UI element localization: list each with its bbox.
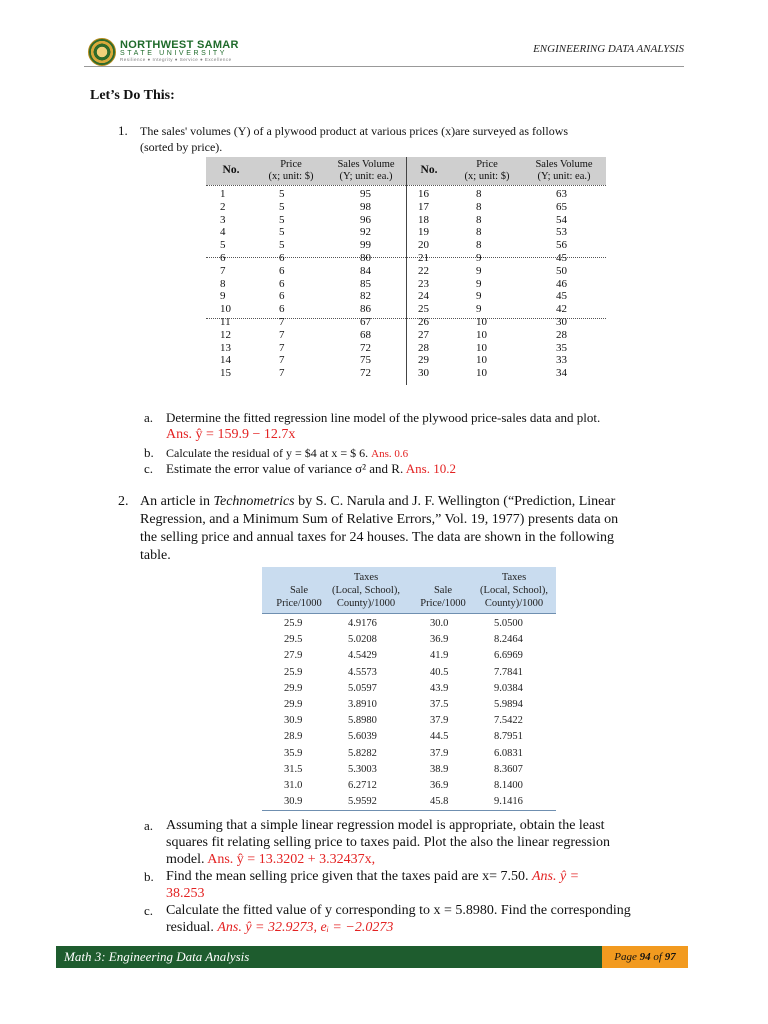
problem-1a-label: a. xyxy=(144,410,154,425)
col-header-price-unit: (x; unit: $) xyxy=(268,171,314,182)
table-cell: 14 xyxy=(220,354,231,367)
table-cell: 17 xyxy=(418,200,429,213)
table-cell: 30 xyxy=(418,367,429,380)
col-header-taxes-sub: (Local, School), xyxy=(332,585,400,596)
table-center-divider xyxy=(406,157,407,385)
table-cell: 21 xyxy=(418,252,429,264)
table-cell: 28.9 xyxy=(284,731,303,743)
table-cell: 10 xyxy=(476,316,487,328)
col-header-sale-unit-2: Price/1000 xyxy=(420,598,466,609)
problem-2c-line2-pre: residual. xyxy=(166,920,214,935)
table-cell: 43.9 xyxy=(430,682,449,694)
table-cell: 10 xyxy=(220,303,231,316)
header-divider xyxy=(84,66,684,67)
table-cell: 6 xyxy=(279,290,285,303)
problem-1b-answer: Ans. 0.6 xyxy=(371,448,409,460)
problem-2b-text: Find the mean selling price given that the taxes paid are x= 7.50. xyxy=(166,869,529,884)
table-cell: 7.7841 xyxy=(494,666,523,678)
table-cell: 8 xyxy=(476,200,482,213)
table-cell: 9 xyxy=(476,290,482,303)
table-cell: 31.0 xyxy=(284,780,303,791)
table-cell: 5.8282 xyxy=(348,747,377,759)
table-cell: 5.8980 xyxy=(348,715,377,727)
table-cell: 82 xyxy=(360,290,371,303)
table-cell: 6 xyxy=(279,252,285,264)
table-cell: 27.9 xyxy=(284,650,303,662)
table-cell: 9 xyxy=(220,290,226,303)
col-header-sales: Sales Volume xyxy=(337,159,395,170)
table-cell: 65 xyxy=(556,200,567,213)
university-subtitle: STATE UNIVERSITY xyxy=(120,50,228,57)
table-rule xyxy=(206,318,606,319)
problem-2a-line1: Assuming that a simple linear regression model is appropriate, obtain the least xyxy=(166,818,605,833)
problem-2c-line1: Calculate the fitted value of y corresponding to x = 5.8980. Find the corresponding xyxy=(166,903,631,918)
col-header-price-unit-2: (x; unit: $) xyxy=(464,171,510,182)
problem-1-number: 1. xyxy=(118,123,128,138)
table-cell: 45.8 xyxy=(430,796,449,808)
table-cell: 37.5 xyxy=(430,699,449,710)
house-taxes-table xyxy=(262,567,556,811)
table-cell: 98 xyxy=(360,200,371,213)
table-cell: 1 xyxy=(220,188,226,200)
col-header-sale: Sale xyxy=(289,585,309,596)
table-cell: 5 xyxy=(279,200,285,213)
problem-1a-answer: Ans. ŷ = 159.9 − 12.7x xyxy=(166,427,296,442)
table-cell: 8 xyxy=(220,277,226,290)
problem-2-number: 2. xyxy=(118,494,129,509)
table-cell: 6.2712 xyxy=(348,780,377,791)
problem-1b-label: b. xyxy=(144,445,154,460)
table-cell: 22 xyxy=(418,264,429,277)
table-cell: 23 xyxy=(418,277,429,290)
table-cell: 99 xyxy=(360,239,371,252)
table-cell: 10 xyxy=(476,328,487,341)
table-cell: 9 xyxy=(476,303,482,316)
table-cell: 6 xyxy=(279,277,285,290)
col-header-sales-unit: (Y; unit: ea.) xyxy=(339,171,393,182)
col-header-taxes-unit-2: County)/1000 xyxy=(484,598,544,609)
table-cell: 8.1400 xyxy=(494,780,523,791)
problem-1b-text: Calculate the residual of y = $4 at x = $ 6. xyxy=(166,446,369,460)
table-cell: 26 xyxy=(418,316,429,328)
table-cell: 15 xyxy=(220,367,231,380)
table-cell: 95 xyxy=(360,188,371,200)
page-current: 94 xyxy=(639,951,651,963)
page-mid: of xyxy=(650,951,665,963)
table-cell: 5.6039 xyxy=(348,731,377,743)
problem-1c-line xyxy=(166,460,456,478)
table-cell: 33 xyxy=(556,354,567,367)
table-cell: 9 xyxy=(476,277,482,290)
problem-2a-answer: Ans. ŷ = 13.3202 + 3.32437x, xyxy=(207,852,376,867)
table-cell: 8.3607 xyxy=(494,763,523,775)
table-cell: 30.0 xyxy=(430,618,449,629)
table-cell: 18 xyxy=(418,213,429,226)
table-cell: 19 xyxy=(418,226,429,239)
table-cell: 68 xyxy=(360,328,371,341)
problem-1c-text: Estimate the error value of variance σ² and R. xyxy=(166,461,404,476)
problem-1-text-line2: (sorted by price). xyxy=(140,140,223,154)
table-cell: 29.9 xyxy=(284,699,303,710)
plywood-data-table xyxy=(206,157,606,385)
page-prefix: Page xyxy=(614,951,640,963)
table-cell: 5.9592 xyxy=(348,796,377,808)
table-cell: 12 xyxy=(220,328,231,341)
col-header-price-2: Price xyxy=(476,159,498,170)
table-cell: 41.9 xyxy=(430,650,449,662)
table-cell: 37.9 xyxy=(430,715,449,727)
problem-1c-answer: Ans. 10.2 xyxy=(405,461,456,476)
table-cell: 8.2464 xyxy=(494,634,523,646)
problem-2-text-line1 xyxy=(140,493,615,511)
university-name: NORTHWEST SAMAR xyxy=(120,39,239,51)
table-cell: 35 xyxy=(556,341,567,354)
col-header-sale-2: Sale xyxy=(433,585,453,596)
table-cell: 10 xyxy=(476,354,487,367)
problem-2-line1-pre: An article in xyxy=(140,494,214,509)
table-cell: 7 xyxy=(279,354,285,367)
table-cell: 30.9 xyxy=(284,796,303,808)
table-cell: 35.9 xyxy=(284,747,303,759)
table-cell: 5.3003 xyxy=(348,763,377,775)
table-cell: 7 xyxy=(279,367,285,380)
university-motto: Resilience ● Integrity ● Service ● Excellence xyxy=(120,57,232,62)
table-cell: 42 xyxy=(556,303,567,316)
page-header xyxy=(84,38,684,66)
table-cell: 4 xyxy=(220,226,226,239)
journal-name: Technometrics xyxy=(213,494,295,509)
problem-1c-label: c. xyxy=(144,461,154,476)
page-total: 97 xyxy=(664,951,676,963)
table-cell: 7 xyxy=(279,328,285,341)
table-rule xyxy=(206,185,606,186)
table-cell: 7.5422 xyxy=(494,715,523,727)
problem-1-text-line1: The sales' volumes (Y) of a plywood product at various prices (x)are surveyed as follows xyxy=(140,124,569,138)
problem-2b-answer-l1: Ans. ŷ = xyxy=(531,869,580,884)
table-cell: 25 xyxy=(418,303,429,316)
table-cell: 6 xyxy=(220,252,226,264)
table-cell: 9.0384 xyxy=(494,682,523,694)
problem-2c-label: c. xyxy=(144,903,154,918)
table-cell: 50 xyxy=(556,264,567,277)
problem-2-text-line3: the selling price and annual taxes for 24 houses. The data are shown in the following xyxy=(140,530,615,545)
problem-1a-text: Determine the fitted regression line model of the plywood price-sales data and plot. xyxy=(166,410,601,425)
table-cell: 72 xyxy=(360,367,371,380)
table-cell: 7 xyxy=(220,264,226,277)
table-cell: 5.0208 xyxy=(348,634,377,646)
table-cell: 75 xyxy=(360,354,371,367)
table-cell: 6 xyxy=(279,303,285,316)
table-cell: 30 xyxy=(556,316,567,328)
table-cell: 45 xyxy=(556,290,567,303)
table-cell: 9 xyxy=(476,264,482,277)
problem-2-text-line2: Regression, and a Minimum Sum of Relative Errors,” Vol. 19, 1977) presents data on xyxy=(140,512,619,527)
footer-page-number xyxy=(602,946,688,968)
col-header-taxes-2: Taxes xyxy=(501,572,527,583)
table-cell: 7 xyxy=(279,341,285,354)
table-cell: 25.9 xyxy=(284,618,303,629)
problem-2a-line2: squares fit relating selling price to taxes paid. Plot the also the linear regression xyxy=(166,835,610,850)
table-cell: 5 xyxy=(279,188,285,200)
table-cell: 6 xyxy=(279,264,285,277)
table-cell: 36.9 xyxy=(430,780,449,791)
table-cell: 27 xyxy=(418,328,429,341)
table-cell: 9 xyxy=(476,252,482,264)
table-cell: 29.5 xyxy=(284,634,303,646)
col-header-taxes: Taxes xyxy=(353,572,379,583)
table-cell: 5.0597 xyxy=(348,682,377,694)
problem-2-text-line4: table. xyxy=(140,548,171,563)
table-cell: 2 xyxy=(220,200,226,213)
table-cell: 8.7951 xyxy=(494,731,523,743)
problem-2a-line3 xyxy=(166,851,375,869)
col-header-no: No. xyxy=(222,164,240,176)
table-cell: 67 xyxy=(360,316,371,328)
table-cell: 84 xyxy=(360,264,371,277)
table-cell: 4.5573 xyxy=(348,666,377,678)
table-cell: 8 xyxy=(476,226,482,239)
page-footer xyxy=(56,946,688,968)
problem-2c-line2 xyxy=(166,919,393,937)
table-cell: 8 xyxy=(476,239,482,252)
col-header-price: Price xyxy=(280,159,302,170)
table-cell: 46 xyxy=(556,277,567,290)
table-cell: 11 xyxy=(220,316,231,328)
table-cell: 5.9894 xyxy=(494,699,523,710)
table-cell: 13 xyxy=(220,341,231,354)
table-cell: 10 xyxy=(476,341,487,354)
problem-2a-label: a. xyxy=(144,818,154,833)
table-cell: 56 xyxy=(556,239,567,252)
table-cell: 37.9 xyxy=(430,747,449,759)
table-cell: 3.8910 xyxy=(348,699,377,710)
table-cell: 29 xyxy=(418,354,429,367)
table-cell: 34 xyxy=(556,367,567,380)
table-cell: 4.9176 xyxy=(348,618,377,629)
problem-2-line1-post: by S. C. Narula and J. F. Wellington (“Prediction, Linear xyxy=(294,494,616,509)
table-cell: 40.5 xyxy=(430,666,449,678)
table-cell: 44.5 xyxy=(430,731,449,743)
table-cell: 96 xyxy=(360,213,371,226)
footer-course-title: Math 3: Engineering Data Analysis xyxy=(64,949,250,964)
table-cell: 92 xyxy=(360,226,371,239)
table-cell: 85 xyxy=(360,277,371,290)
table-cell: 31.5 xyxy=(284,763,303,775)
col-header-taxes-sub-2: (Local, School), xyxy=(480,585,548,596)
table-header-divider xyxy=(262,613,556,614)
col-header-sales-2: Sales Volume xyxy=(535,159,593,170)
col-header-sale-unit: Price/1000 xyxy=(276,598,322,609)
table-cell: 9.1416 xyxy=(494,796,523,808)
table-cell: 5 xyxy=(220,239,226,252)
table-cell: 28 xyxy=(418,341,429,354)
problem-2b-label: b. xyxy=(144,869,154,884)
table-cell: 28 xyxy=(556,328,567,341)
table-cell: 80 xyxy=(360,252,371,264)
course-title: ENGINEERING DATA ANALYSIS xyxy=(533,43,684,55)
table-cell: 16 xyxy=(418,188,429,200)
university-seal-icon xyxy=(88,38,116,66)
col-header-sales-unit-2: (Y; unit: ea.) xyxy=(537,171,591,182)
table-cell: 4.5429 xyxy=(348,650,377,662)
table-cell: 45 xyxy=(556,252,567,264)
table-cell: 38.9 xyxy=(430,763,449,775)
problem-2a-line3-pre: model. xyxy=(166,852,205,867)
table-cell: 8 xyxy=(476,213,482,226)
table-cell: 5.0500 xyxy=(494,618,523,629)
table-cell: 20 xyxy=(418,239,429,252)
problem-2b-line xyxy=(166,868,579,886)
table-cell: 7 xyxy=(279,316,285,328)
col-header-no-2: No. xyxy=(420,164,438,176)
table-cell: 5 xyxy=(279,213,285,226)
table-cell: 86 xyxy=(360,303,371,316)
problem-2b-answer-l2: 38.253 xyxy=(166,886,205,901)
table-cell: 30.9 xyxy=(284,715,303,727)
table-cell: 5 xyxy=(279,239,285,252)
table-cell: 53 xyxy=(556,226,567,239)
table-cell: 25.9 xyxy=(284,666,303,678)
col-header-taxes-unit: County)/1000 xyxy=(336,598,396,609)
table-cell: 5 xyxy=(279,226,285,239)
table-cell: 36.9 xyxy=(430,634,449,646)
problem-2c-answer: Ans. ŷ = 32.9273, eᵢ = −2.0273 xyxy=(217,920,394,935)
table-cell: 24 xyxy=(418,290,429,303)
table-cell: 29.9 xyxy=(284,682,303,694)
table-cell: 54 xyxy=(556,213,567,226)
table-cell: 6.6969 xyxy=(494,650,523,662)
table-cell: 8 xyxy=(476,188,482,200)
table-cell: 6.0831 xyxy=(494,747,523,759)
table-bottom-rule xyxy=(262,810,556,811)
table-cell: 10 xyxy=(476,367,487,380)
table-cell: 72 xyxy=(360,341,371,354)
table-cell: 63 xyxy=(556,188,567,200)
table-cell: 3 xyxy=(220,213,226,226)
section-heading: Let’s Do This: xyxy=(90,88,175,103)
table-rule xyxy=(206,257,606,258)
